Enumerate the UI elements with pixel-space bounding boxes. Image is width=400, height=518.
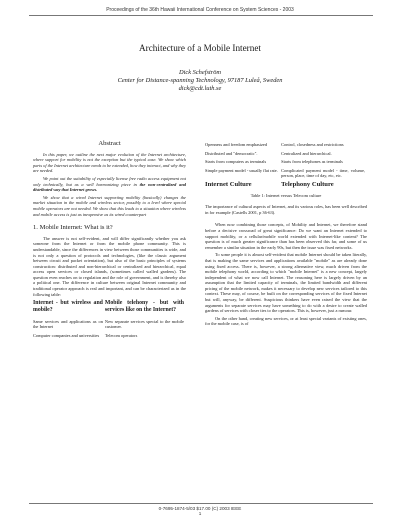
table-row [205,150,367,159]
table-header-cell: Internet - but wireless and mobile? [33,300,103,314]
culture-table-part1 [33,299,186,340]
table-cell: Distributed and "democratic". [205,150,258,156]
paper-title: Architecture of a Mobile Internet [139,43,261,53]
table-cell: Starts from telephones as terminals [281,159,343,165]
abstract-paragraph: We show that a wired Internet supporting mobility (basically) changes the market situation in the mobile and wireless sector, possibly to a level where special mobile operators are not needed. We show that this leads to a situation where wireless and mobile access is just as inexpensive as its wired counterpart [33,194,186,217]
table-cell: Simple payment model - usually flat rate. [205,167,278,173]
table-header-cell: Telephony Culture [281,180,334,188]
running-head: Proceedings of the 36th Hawaii International Conference on System Sciences - 2003 [106,7,294,13]
table-row [33,332,186,341]
author-email: dick@cdt.luth.se [178,85,222,93]
body-paragraph: The importance of cultural aspects of Internet, and its various roles, has been well described in for example (Castells 2001, p 36-63). [205,204,367,215]
footer-rule [29,503,373,504]
abstract [33,141,186,217]
table-cell: Complicated payment model - time, volume, person, place, time of day, etc, etc. [281,167,365,179]
footer [0,506,400,516]
page-number: 1 [198,511,202,516]
culture-table-part2 [205,141,367,190]
table-row [205,167,367,181]
right-column [205,141,367,329]
body-paragraph: The answer is not self-evident, and will differ significantly whether you ask someone from the Internet or from the mobile phone community. This is understandable, since the differences in view between those communities is wide, and is not only a question of protocols and technologies, (like the classic argument between circuit and packet orientation), but also of the basic principles of systems construction: distributed and non-hierarchical or centralized and hierarchical, equal access open services or closed islands, (sometimes called walled gardens). The question even reaches on to regulation and the role of government, and is thereby also a political one. The difference in culture between original Internet community and traditional operator approach is real and important, and can be characterized as in the following table: [33,235,186,297]
abstract-emphasis: the non-centralized and distributed way that Internet grows. [33,181,186,193]
left-column [33,141,186,347]
abstract-paragraph: In this paper, we outline the next major evolution of the Internet architecture, where support for mobility is not the exception but the typical case. We show which parts of the Internet architecture needs to be extended, how they interact, and why they are needed. [33,151,186,174]
abstract-paragraph [33,176,186,193]
body-paragraph: On the other hand, creating new services, or at least special variants of existing ones, for the mobile case, is of [205,315,367,327]
table-header-cell: Mobile telehony - but with services like on the Internet? [104,300,184,314]
body-paragraph: When now combining those concepts, of Mobility and Internet, we therefore stand before a decisive crossroad of great significance: Do we want an Internet extended to support mobility, or a cellular/mobile world extended with Internet-like content? The question is of much greater significance than has been observed this far, and some of us remember a similar situation in the early 90s, but then the issue was fixed networks. [205,222,367,250]
section-heading: 1. Mobile Internet: What is it? [33,224,113,232]
table-row [205,141,367,150]
table-caption: Table 1: Internet versus Telecom culture [250,192,322,198]
copyright-line: 0-7695-1874-5/03 $17.00 (C) 2003 IEEE [158,506,242,511]
table-cell: Centralized and hierarchical. [281,150,332,156]
table-cell: Starts from computers as terminals [205,159,267,165]
abstract-text: We point out the suitability of especially license free radio access equipment not only technically, but as a well harmonizing piece in [33,175,186,187]
author-affiliation: Center for Distance-spanning Technology, 97187 Luleå, Sweden [117,77,283,85]
table-row [33,318,186,332]
table-cell: Computer companies and universities [33,333,100,339]
abstract-heading: Abstract [98,140,121,147]
table-cell: Control, closedness and restrictions [281,142,344,147]
table-cell: Telecom operators [104,333,138,339]
table-cell: New separate services special to the mobile customer. [104,318,184,330]
body-paragraph: To some people it is almost self-evident that mobile Internet should be taken literally, that is making the same services and applications available "mobile" as are already done using fixed access. There is, however, a strong alternative view, much driven from the mobile telephony world, according to which "mobile Internet" is a new concept, largely independent of what we now call Internet. The reasoning here is largely driven by an assumption that the limited capacity of terminals, the limited bandwidth and different pricing of the mobile network, makes it necessary to develop new services tailored to this context. These may, of course, be built on the corresponding services of the fixed Internet but will, anyway, be different. Suspicious thinkers have even raised the view that the arguments for separate services may have something to do with a desire to create walled gardens of services with closer ties to the operators. This is, however, just a rumour. [205,252,367,314]
header-rule [29,15,373,16]
table-cell: Same services and applications as on the Internet [33,318,103,330]
table-cell: Openness and freedom emphasized [205,142,268,147]
table-footer-row [205,181,367,190]
table-row [205,158,367,167]
table-header-cell: Internet Culture [205,180,252,188]
author-block [0,69,400,94]
author-name: Dick Schefström [178,69,222,76]
